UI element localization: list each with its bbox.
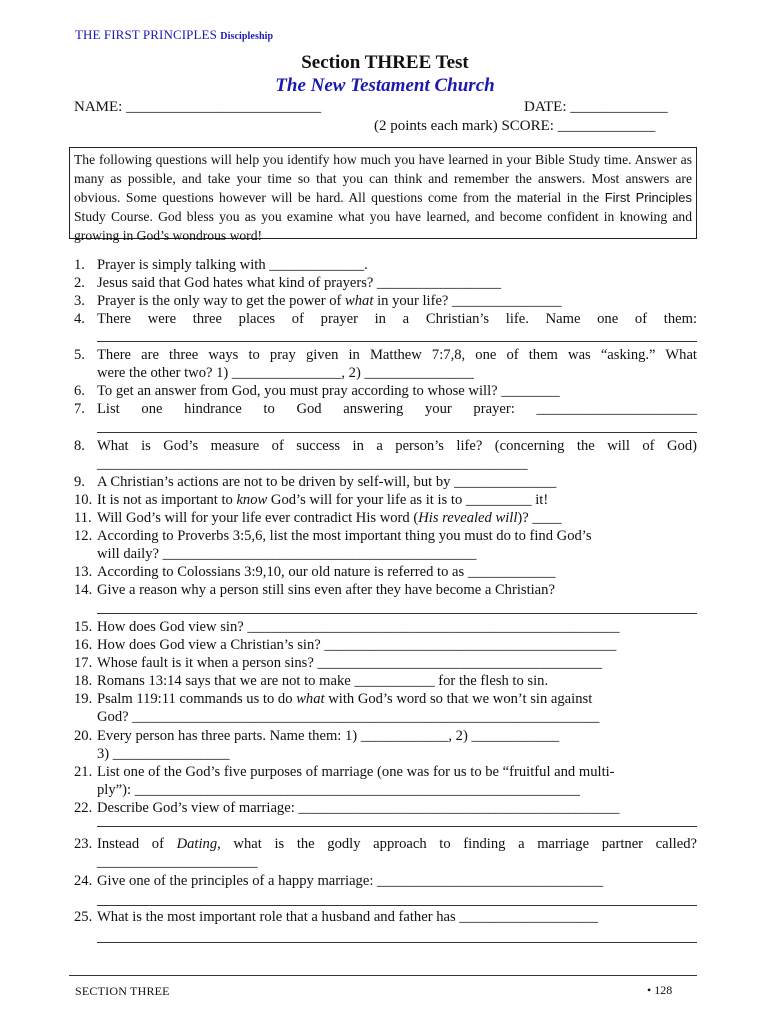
question-continuation: [74, 545, 697, 563]
question-text: Will God’s will for your life ever contradict His word (His revealed will)? ____: [97, 510, 562, 526]
question-text: 3) ________________: [97, 746, 230, 762]
question-number: 11.: [74, 510, 92, 526]
name-field[interactable]: NAME: __________________________: [74, 99, 322, 115]
answer-line[interactable]: [97, 905, 697, 906]
question-text: ___________________________________________________________: [97, 456, 528, 472]
question-number: 6.: [74, 383, 85, 399]
date-field[interactable]: DATE: _____________: [524, 99, 668, 115]
question-item: [74, 581, 697, 599]
question-text: What is the most important role that a husband and father has ___________________: [97, 909, 598, 925]
question-number: 7.: [74, 401, 85, 417]
question-item: [74, 690, 697, 708]
question-text: A Christian’s actions are not to be driven by self-will, but by ______________: [97, 474, 557, 490]
question-item: [74, 382, 697, 400]
question-item: [74, 872, 697, 890]
page-subtitle: The New Testament Church: [275, 75, 495, 96]
page-title: Section THREE Test: [301, 52, 469, 73]
question-number: 9.: [74, 474, 85, 490]
question-continuation: [74, 853, 697, 871]
question-item: [74, 473, 697, 491]
question-number: 22.: [74, 800, 93, 816]
question-text: ______________________: [97, 854, 258, 870]
question-text: List one hindrance to God answering your prayer: ______________________: [97, 401, 697, 417]
question-number: 12.: [74, 528, 93, 544]
question-text: Instead of Dating, what is the godly approach to finding a marriage partner called?: [97, 836, 697, 852]
question-number: 21.: [74, 764, 93, 780]
question-text: List one of the God’s five purposes of marriage (one was for us to be “fruitful and multi-: [97, 764, 615, 780]
series-subtitle: Discipleship: [220, 31, 274, 42]
question-item: [74, 292, 697, 310]
question-number: 13.: [74, 564, 93, 580]
question-number: 2.: [74, 275, 85, 291]
question-text: How does God view a Christian’s sin? ________________________________________: [97, 637, 617, 653]
series-header: [75, 27, 273, 43]
question-number: 17.: [74, 655, 93, 671]
question-continuation: [74, 745, 697, 763]
question-text: will daily? ___________________________________________: [97, 546, 477, 562]
question-item: [74, 563, 697, 581]
question-number: 23.: [74, 836, 93, 852]
question-item: [74, 400, 697, 418]
question-text: Describe God’s view of marriage: ____________________________________________: [97, 800, 620, 816]
answer-line[interactable]: [97, 942, 697, 943]
question-text: What is God’s measure of success in a person’s life? (concerning the will of God): [97, 438, 697, 454]
answer-line[interactable]: [97, 341, 697, 342]
question-item: [74, 654, 697, 672]
answer-line[interactable]: [97, 432, 697, 433]
question-number: 16.: [74, 637, 93, 653]
question-text: Jesus said that God hates what kind of prayers? _________________: [97, 275, 502, 291]
question-text: Prayer is the only way to get the power of what in your life? _______________: [97, 293, 562, 309]
question-item: [74, 491, 697, 509]
question-number: 3.: [74, 293, 85, 309]
question-item: [74, 618, 697, 636]
question-item: [74, 274, 697, 292]
instructions-box: [69, 147, 697, 243]
question-item: [74, 908, 697, 926]
question-item: [74, 437, 697, 455]
question-text: Give a reason why a person still sins even after they have become a Christian?: [97, 582, 555, 598]
answer-line[interactable]: [97, 613, 697, 614]
question-text: There are three ways to pray given in Matthew 7:7,8, one of them was “asking.” What: [97, 347, 697, 363]
question-text: Every person has three parts. Name them: 1) ____________, 2) ____________: [97, 728, 560, 744]
question-text: Give one of the principles of a happy marriage: _______________________________: [97, 873, 604, 889]
question-item: [74, 672, 697, 690]
question-item: [74, 310, 697, 328]
footer-divider: [69, 975, 697, 976]
question-item: [74, 727, 697, 745]
question-text: How does God view sin? ___________________________________________________: [97, 619, 620, 635]
question-text: According to Colossians 3:9,10, our old nature is referred to as ____________: [97, 564, 556, 580]
question-item: [74, 346, 697, 364]
question-number: 20.: [74, 728, 93, 744]
question-number: 15.: [74, 619, 93, 635]
question-item: [74, 835, 697, 853]
question-text: Romans 13:14 says that we are not to make ___________ for the flesh to sin.: [97, 673, 549, 689]
question-text: God? ________________________________________________________________: [97, 709, 600, 725]
question-text: It is not as important to know God’s will for your life as it is to _________ it!: [97, 492, 549, 508]
question-continuation: [74, 781, 697, 799]
question-item: [74, 763, 697, 781]
footer-section: SECTION THREE: [75, 984, 170, 998]
question-text: According to Proverbs 3:5,6, list the most important thing you must do to find God’s: [97, 528, 592, 544]
intro-text-1: The following questions will help you identify how much you have learned in your Bible Study time. Answer as many as possible, and take your time so that you can think and remember the answers. Most answers are obvious. Some questions however will be hard. All questions come from the material in the: [74, 152, 692, 205]
question-text: To get an answer from God, you must pray according to whose will? ________: [97, 383, 560, 399]
page-number: • 128: [647, 983, 673, 997]
question-number: 8.: [74, 438, 85, 454]
question-number: 19.: [74, 691, 93, 707]
question-text: ply”): _____________________________________________________________: [97, 782, 580, 798]
question-number: 18.: [74, 673, 93, 689]
question-continuation: [74, 708, 697, 726]
question-item: [74, 636, 697, 654]
question-text: There were three places of prayer in a Christian’s life. Name one of them:: [97, 311, 697, 327]
question-number: 4.: [74, 311, 85, 327]
question-number: 14.: [74, 582, 93, 598]
question-text: were the other two? 1) _______________, 2) _______________: [97, 365, 474, 381]
question-number: 1.: [74, 257, 85, 273]
question-item: [74, 799, 697, 817]
question-text: Prayer is simply talking with _____________.: [97, 257, 368, 273]
question-item: [74, 509, 697, 527]
question-number: 24.: [74, 873, 93, 889]
answer-line[interactable]: [97, 826, 697, 827]
score-field[interactable]: (2 points each mark) SCORE: _____________: [374, 118, 656, 134]
question-number: 25.: [74, 909, 93, 925]
question-item: [74, 256, 697, 274]
question-item: [74, 527, 697, 545]
series-title: THE FIRST PRINCIPLES: [75, 27, 217, 42]
question-number: 10.: [74, 492, 93, 508]
question-continuation: [74, 364, 697, 382]
question-number: 5.: [74, 347, 85, 363]
question-text: Whose fault is it when a person sins? _______________________________________: [97, 655, 603, 671]
question-text: Psalm 119:11 commands us to do what with God’s word so that we won’t sin against: [97, 691, 593, 707]
intro-text-2: Study Course. God bless you as you examine what you have learned, and become confident in knowing and growing in God’s wondrous word!: [74, 209, 692, 243]
question-continuation: [74, 455, 697, 473]
course-name: First Principles: [604, 190, 692, 205]
